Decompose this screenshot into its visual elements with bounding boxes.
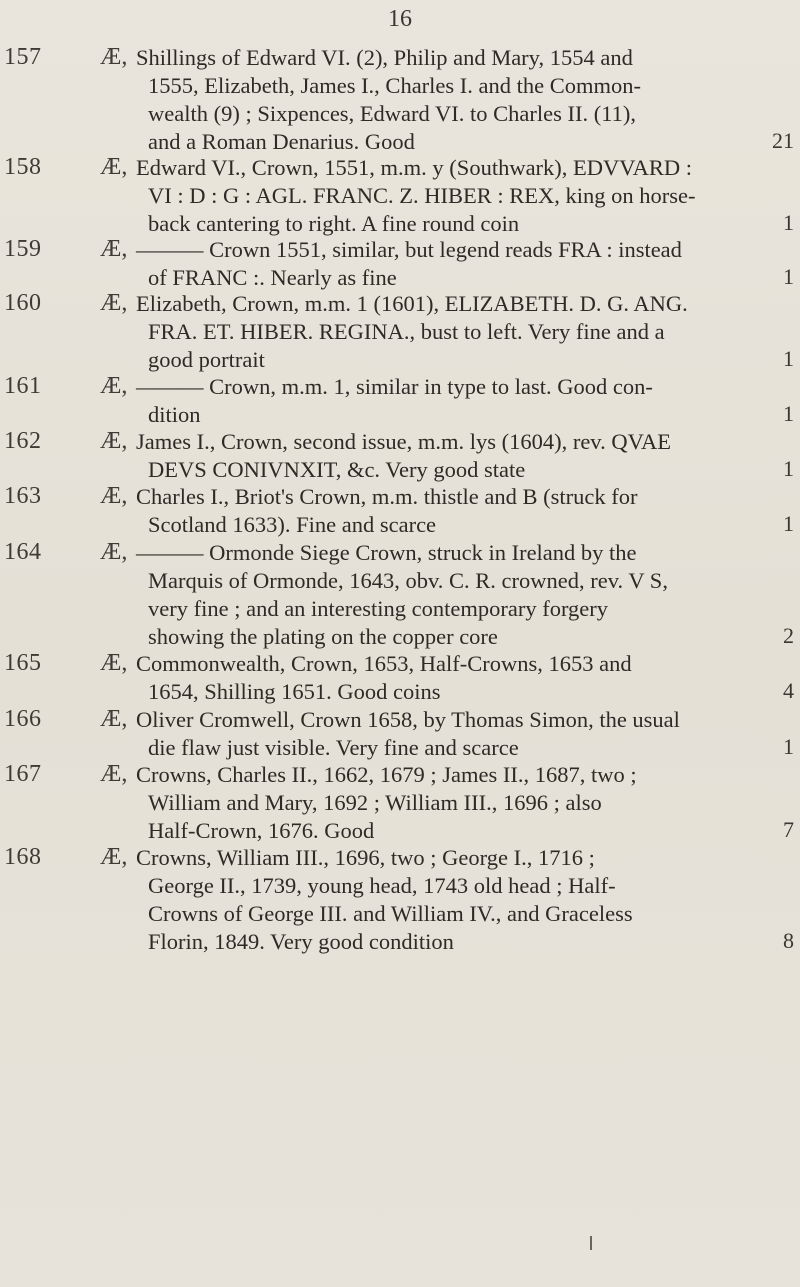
lot-metal: Æ, (100, 844, 128, 870)
description-line: Oliver Cromwell, Crown 1658, by Thomas Simon, the usual (136, 707, 680, 732)
description-line: Elizabeth, Crown, m.m. 1 (1601), ELIZABETH. D. G. ANG. (136, 291, 688, 316)
description-line: very fine ; and an interesting contemporary forgery (148, 596, 609, 621)
description-line: wealth (9) ; Sixpences, Edward VI. to Charles II. (11), (148, 101, 636, 126)
description-line: and a Roman Denarius. Good (148, 129, 415, 154)
description-line: FRA. ET. HIBER. REGINA., bust to left. Very fine and a (148, 319, 665, 344)
description-line: Florin, 1849. Very good condition (148, 929, 454, 954)
description-line: VI : D : G : AGL. FRANC. Z. HIBER : REX, king on horse- (148, 183, 696, 208)
description-line: 1555, Elizabeth, James I., Charles I. and the Common- (148, 73, 642, 98)
lot-quantity: 21 (772, 128, 794, 153)
lot-number: 160 (4, 290, 42, 316)
lot-description (136, 290, 784, 374)
description-line: Crowns, Charles II., 1662, 1679 ; James II., 1687, two ; (136, 762, 637, 787)
description-line: Marquis of Ormonde, 1643, obv. C. R. crowned, rev. V S, (148, 568, 668, 593)
lot-number: 162 (4, 428, 42, 454)
lot-metal: Æ, (100, 650, 128, 676)
lot-description (136, 236, 784, 292)
lot-metal: Æ, (100, 44, 128, 70)
lot-metal: Æ, (100, 373, 128, 399)
lot-description (136, 539, 784, 651)
lot-quantity: 1 (783, 346, 794, 371)
lot-quantity: 1 (783, 210, 794, 235)
description-line: dition (148, 402, 201, 427)
description-line: of FRANC :. Nearly as fine (148, 265, 397, 290)
page-number: 16 (388, 6, 412, 32)
description-line: die flaw just visible. Very fine and scarce (148, 735, 519, 760)
lot-quantity: 2 (783, 623, 794, 648)
lot-description (136, 483, 784, 539)
lot-description (136, 428, 784, 484)
lot-number: 161 (4, 373, 42, 399)
lot-number: 158 (4, 154, 42, 180)
description-line: ——— Ormonde Siege Crown, struck in Ireland by the (136, 540, 637, 565)
lot-metal: Æ, (100, 290, 128, 316)
lot-metal: Æ, (100, 539, 128, 565)
description-line: ——— Crown, m.m. 1, similar in type to last. Good con- (136, 374, 653, 399)
description-line: 1654, Shilling 1651. Good coins (148, 679, 441, 704)
lot-metal: Æ, (100, 761, 128, 787)
lot-metal: Æ, (100, 236, 128, 262)
lot-description (136, 154, 784, 238)
lot-number: 165 (4, 650, 42, 676)
lot-number: 159 (4, 236, 42, 262)
lot-quantity: 1 (783, 734, 794, 759)
description-line: Shillings of Edward VI. (2), Philip and Mary, 1554 and (136, 45, 633, 70)
description-line: Crowns of George III. and William IV., and Graceless (148, 901, 633, 926)
lot-description (136, 44, 784, 156)
description-line: George II., 1739, young head, 1743 old head ; Half- (148, 873, 616, 898)
description-line: Commonwealth, Crown, 1653, Half-Crowns, 1653 and (136, 651, 632, 676)
description-line: back cantering to right. A fine round coin (148, 211, 520, 236)
description-line: James I., Crown, second issue, m.m. lys (1604), rev. QVAE (136, 429, 671, 454)
description-line: Crowns, William III., 1696, two ; George I., 1716 ; (136, 845, 595, 870)
lot-description (136, 706, 784, 762)
lot-quantity: 1 (783, 456, 794, 481)
description-line: William and Mary, 1692 ; William III., 1696 ; also (148, 790, 602, 815)
lot-number: 164 (4, 539, 42, 565)
description-line: Scotland 1633). Fine and scarce (148, 512, 437, 537)
description-line: Half-Crown, 1676. Good (148, 818, 375, 843)
description-line: DEVS CONIVNXIT, &c. Very good state (148, 457, 526, 482)
lot-metal: Æ, (100, 483, 128, 509)
lot-description (136, 844, 784, 956)
lot-metal: Æ, (100, 428, 128, 454)
lot-description (136, 373, 784, 429)
lot-number: 166 (4, 706, 42, 732)
lot-description (136, 761, 784, 845)
description-line: Charles I., Briot's Crown, m.m. thistle and B (struck for (136, 484, 638, 509)
lot-quantity: 7 (783, 817, 794, 842)
lot-quantity: 4 (783, 678, 794, 703)
description-line: good portrait (148, 347, 265, 372)
description-line: Edward VI., Crown, 1551, m.m. y (Southwark), EDVVARD : (136, 155, 693, 180)
lot-number: 168 (4, 844, 42, 870)
lot-number: 167 (4, 761, 42, 787)
description-line: ——— Crown 1551, similar, but legend reads FRA : instead (136, 237, 682, 262)
description-line: showing the plating on the copper core (148, 624, 498, 649)
lot-quantity: 1 (783, 511, 794, 536)
lot-quantity: 1 (783, 264, 794, 289)
print-mark (590, 1236, 592, 1250)
lot-quantity: 1 (783, 401, 794, 426)
lot-metal: Æ, (100, 154, 128, 180)
lot-metal: Æ, (100, 706, 128, 732)
lot-number: 157 (4, 44, 42, 70)
lot-number: 163 (4, 483, 42, 509)
lot-description (136, 650, 784, 706)
lot-quantity: 8 (783, 928, 794, 953)
